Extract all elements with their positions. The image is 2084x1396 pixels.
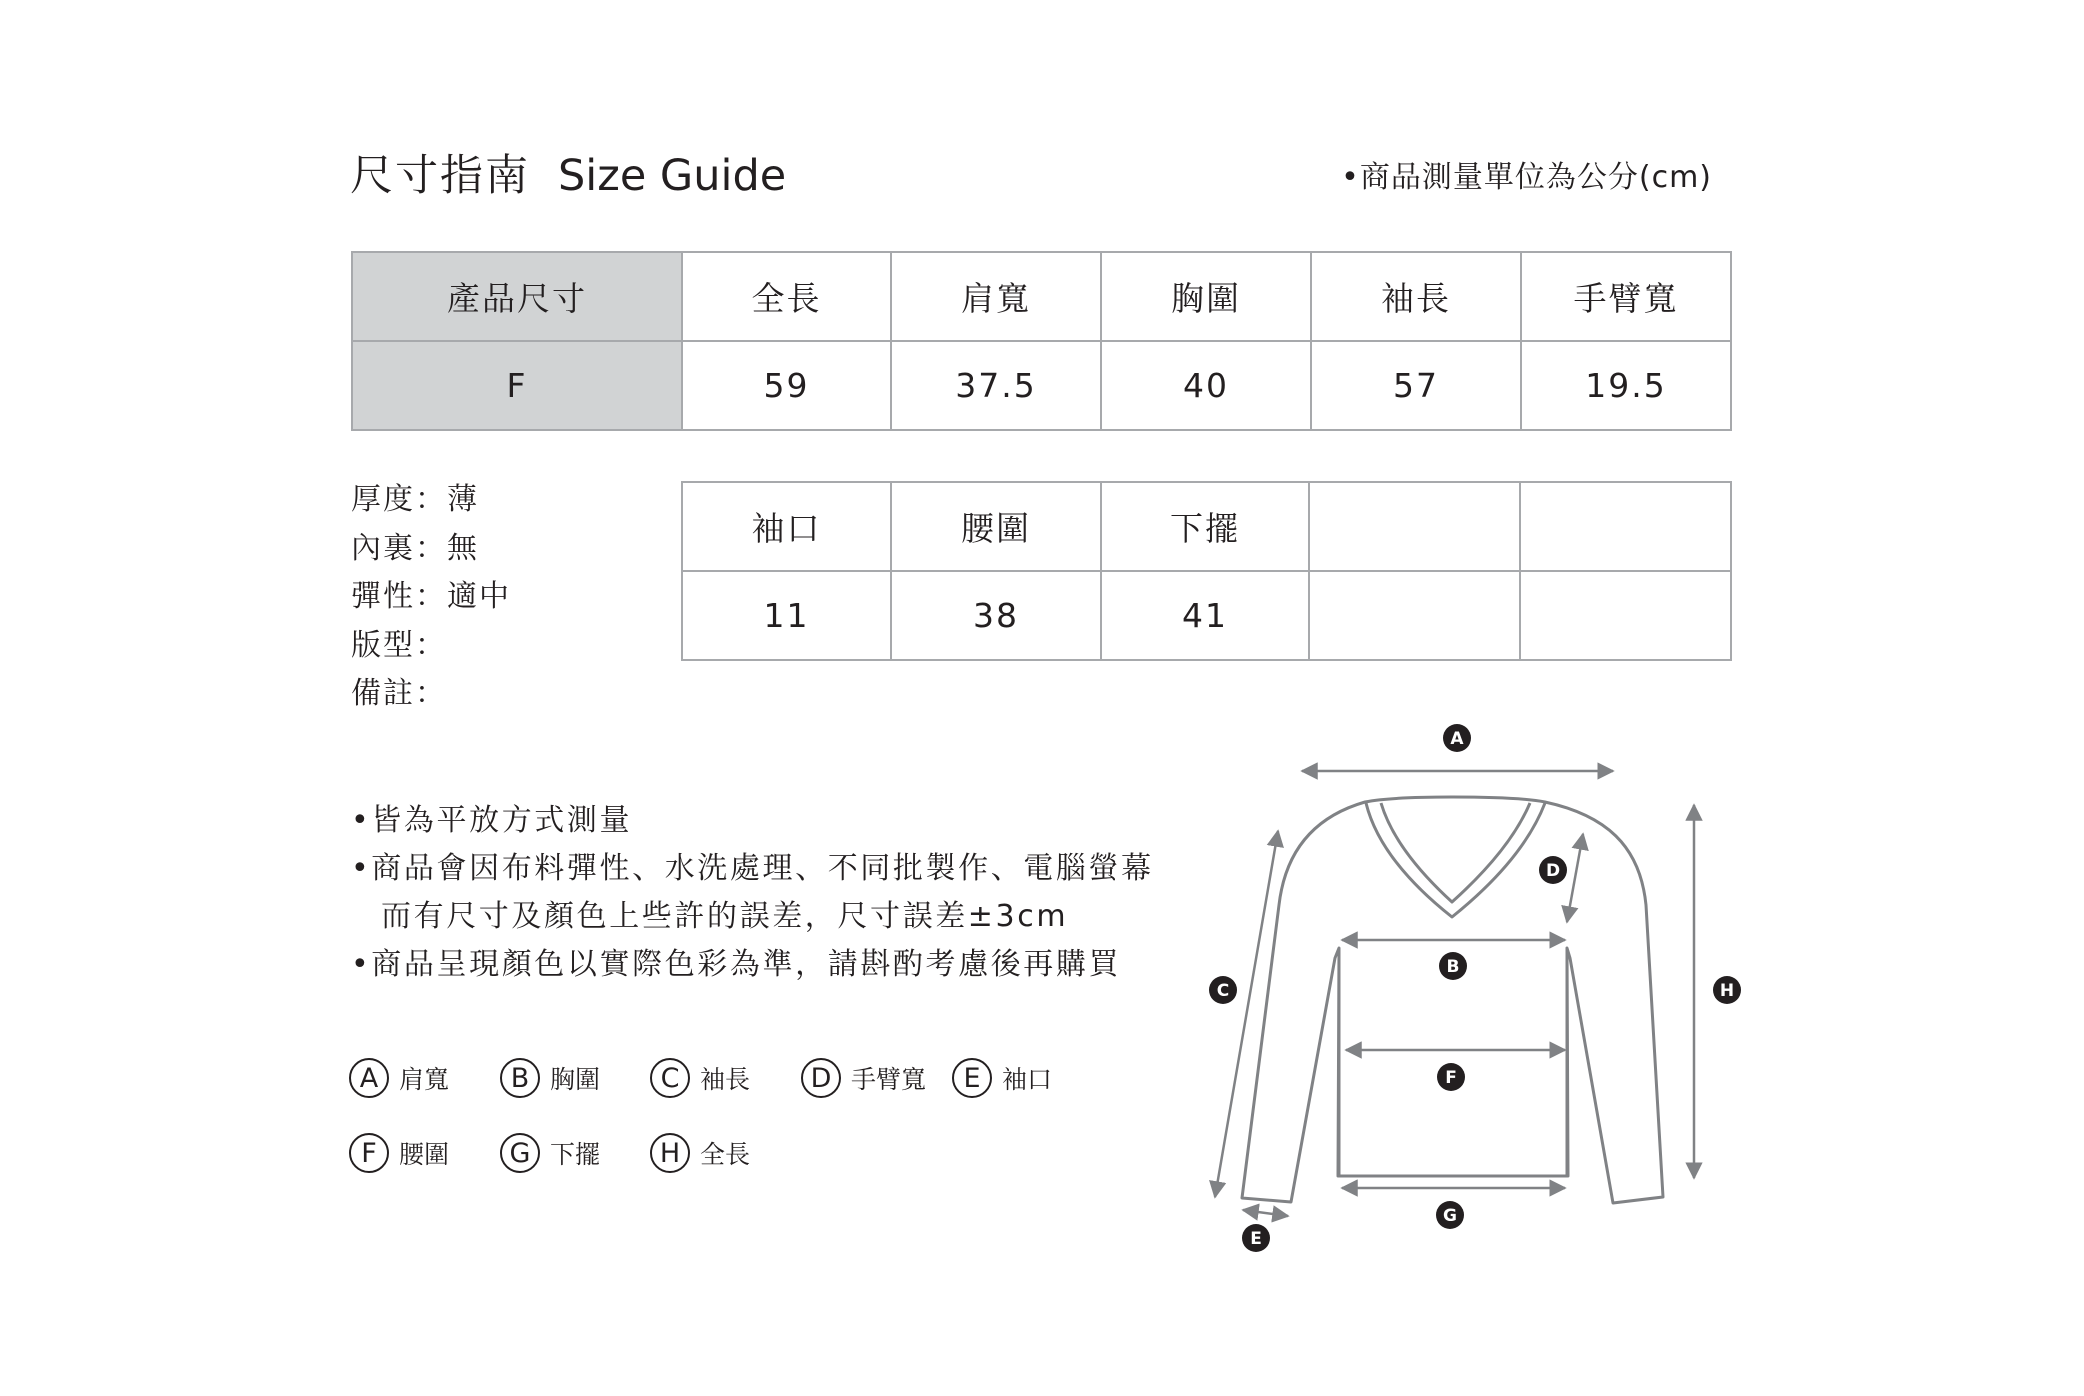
measurement-arrows — [1215, 771, 1694, 1216]
note-line: 而有尺寸及顏色上些許的誤差，尺寸誤差±3cm — [381, 899, 1069, 934]
legend-item-c — [650, 1058, 750, 1098]
legend-marker: B — [500, 1058, 540, 1098]
table-cell: F — [352, 341, 682, 430]
garment-diagram — [1200, 700, 1780, 1260]
table-header-row — [682, 482, 1731, 571]
spec-thickness: 厚度：薄 — [351, 482, 479, 517]
sweater-outline — [1242, 797, 1663, 1203]
spec-elasticity: 彈性：適中 — [351, 579, 511, 614]
legend-marker: F — [349, 1133, 389, 1173]
measurement-notes — [351, 797, 1154, 989]
legend-item-b — [500, 1058, 600, 1098]
legend-item-e — [952, 1058, 1052, 1098]
legend-marker: D — [801, 1058, 841, 1098]
legend-marker: E — [952, 1058, 992, 1098]
marker-g: G — [1443, 1206, 1457, 1226]
table-header-cell — [1520, 482, 1731, 571]
legend-item-g — [500, 1133, 600, 1173]
table-header-cell — [1309, 482, 1520, 571]
legend-label: 胸圍 — [550, 1065, 601, 1094]
size-table-secondary — [681, 481, 1732, 661]
legend-label: 袖口 — [1002, 1065, 1053, 1094]
table-cell: 37.5 — [891, 341, 1101, 430]
legend-item-a — [349, 1058, 449, 1098]
legend-label: 袖長 — [700, 1065, 751, 1094]
table-header-row — [352, 252, 1731, 341]
legend-item-f — [349, 1133, 449, 1173]
fabric-specs — [351, 476, 511, 719]
table-header-cell: 胸圍 — [1101, 252, 1311, 341]
marker-e: E — [1250, 1229, 1262, 1249]
unit-note: •商品測量單位為公分(cm) — [1341, 160, 1712, 195]
note-line: •皆為平放方式測量 — [351, 803, 633, 838]
legend-marker: A — [349, 1058, 389, 1098]
size-table-main — [351, 251, 1732, 431]
table-header-cell: 產品尺寸 — [352, 252, 682, 341]
marker-b: B — [1446, 957, 1460, 977]
legend-label: 腰圍 — [399, 1140, 450, 1169]
legend-item-d — [801, 1058, 926, 1098]
table-header-cell: 手臂寬 — [1521, 252, 1731, 341]
legend-label: 全長 — [700, 1140, 751, 1169]
table-cell: 11 — [682, 571, 891, 660]
marker-c: C — [1216, 981, 1230, 1001]
table-cell: 40 — [1101, 341, 1311, 430]
table-row — [352, 341, 1731, 430]
marker-f: F — [1445, 1068, 1457, 1088]
table-header-cell: 袖口 — [682, 482, 891, 571]
spec-fit: 版型： — [351, 627, 447, 663]
table-cell: 19.5 — [1521, 341, 1731, 430]
legend-label: 下擺 — [550, 1140, 601, 1169]
table-cell: 57 — [1311, 341, 1521, 430]
marker-d: D — [1545, 861, 1561, 881]
table-header-cell: 腰圍 — [891, 482, 1101, 571]
legend-marker: G — [500, 1133, 540, 1173]
marker-a: A — [1450, 729, 1464, 749]
title-en: Size Guide — [558, 151, 787, 201]
table-header-cell: 下擺 — [1101, 482, 1309, 571]
legend-item-h — [650, 1133, 750, 1173]
table-cell: 38 — [891, 571, 1101, 660]
table-cell — [1520, 571, 1731, 660]
note-line: •商品呈現顏色以實際色彩為準，請斟酌考慮後再購買 — [351, 947, 1122, 982]
legend-label: 手臂寬 — [851, 1065, 927, 1094]
title-zh: 尺寸指南 — [350, 151, 530, 201]
marker-h: H — [1719, 981, 1735, 1001]
spec-lining: 內裏：無 — [351, 530, 479, 566]
legend-marker: C — [650, 1058, 690, 1098]
table-header-cell: 袖長 — [1311, 252, 1521, 341]
spec-remarks: 備註： — [351, 676, 447, 711]
table-cell — [1309, 571, 1520, 660]
table-header-cell: 肩寬 — [891, 252, 1101, 341]
note-line: •商品會因布料彈性、水洗處理、不同批製作、電腦螢幕 — [351, 851, 1154, 886]
table-cell: 59 — [682, 341, 891, 430]
table-cell: 41 — [1101, 571, 1309, 660]
page-title — [350, 142, 786, 203]
table-header-cell: 全長 — [682, 252, 891, 341]
legend-marker: H — [650, 1133, 690, 1173]
legend-label: 肩寬 — [399, 1065, 450, 1094]
table-row — [682, 571, 1731, 660]
